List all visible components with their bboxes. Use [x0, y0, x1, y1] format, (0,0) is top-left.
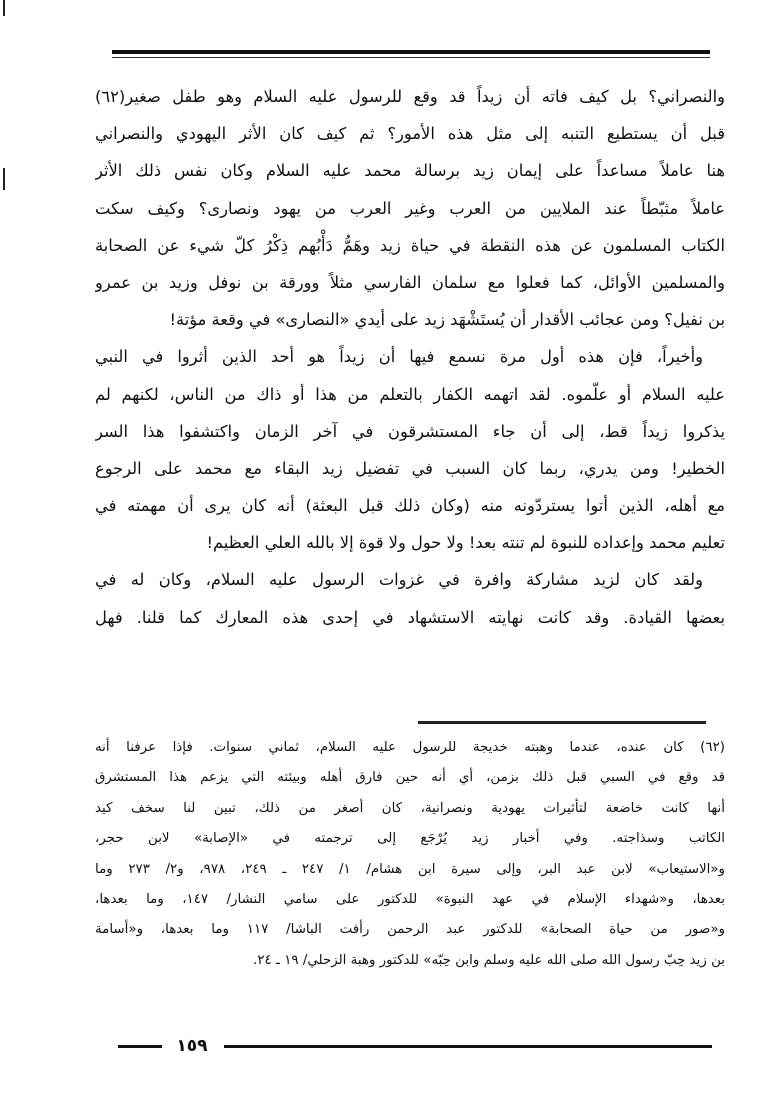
- text-line: عليه السلام أو علّموه. لقد اتهمه الكفار بالتعلم من هذا أو ذاك من الناس، لكنهم لم: [95, 384, 725, 404]
- text-line: الخطير! ومن يدري، ربما كان السبب في تفضيل زيد البقاء مع محمد على الرجوع: [95, 458, 725, 478]
- footer-rule-right: [224, 1045, 712, 1048]
- scan-edge-mark: [3, 168, 5, 190]
- text-line: بن نفيل؟ ومن عجائب الأقدار أن يُستَشْهَد زيد على أيدي «النصارى» في وقعة مؤتة!: [169, 310, 725, 330]
- footnote-separator: [418, 721, 706, 724]
- text-line: قبل أن يستطيع التنبه إلى مثل هذه الأمور؟ ثم كيف كان الأثر اليهودي والنصراني: [95, 124, 725, 144]
- header-rule-thin: [112, 57, 710, 58]
- paragraph-start-line: وأخيراً، فإن هذه أول مرة نسمع فيها أن زيداً هو أحد الذين أثروا في النبي: [95, 347, 703, 367]
- text-line: هنا عاملاً مساعداً على إيمان زيد برسالة محمد عليه السلام وكان نفس ذلك الأثر: [95, 161, 725, 181]
- footnotes: [95, 733, 725, 976]
- footnote-line: بن زيد حِبّ رسول الله صلى الله عليه وسلم وابن حِبّه» للدكتور وهبة الزحلي/ ١٩ ـ ٢٤.: [253, 952, 725, 968]
- main-text: [95, 78, 725, 636]
- header-rule: [112, 50, 710, 54]
- footnote-line: بعدها، و«شهداء الإسلام في عهد النبوة» للدكتور على سامي النشار/ ١٤٧، وما بعدها،: [95, 891, 725, 907]
- footnote-line: أنها كانت خاضعة لتأثيرات يهودية ونصرانية، كان أصغر من ذلك، تبين لنا سخف كيد: [95, 800, 725, 816]
- text-line: والنصراني؟ بل كيف فاته أن زيداً قد وقع للرسول عليه السلام وهو طفل صغير(٦٢): [95, 87, 725, 106]
- footnote-line: و«صور من حياة الصحابة» للدكتور عبد الرحمن رأفت الباشا/ ١١٧ وما بعدها، و«أسامة: [95, 922, 725, 938]
- page-number: ١٥٩: [176, 1036, 208, 1056]
- text-line: تعليم محمد وإعداده للنبوة لم تنته بعد! ولا حول ولا قوة إلا بالله العلي العظيم!: [206, 533, 725, 553]
- footer-rule-left: [118, 1045, 162, 1048]
- text-line: بعضها القيادة. وقد كانت نهايته الاستشهاد في إحدى هذه المعارك كما قلنا. فهل: [95, 607, 725, 627]
- text-line: والمسلمين الأوائل، كما فعلوا مع سلمان الفارسي مثلاً وورقة بن نوفل وزيد بن عمرو: [95, 272, 725, 292]
- paragraph-start-line: ولقد كان لزيد مشاركة وافرة في غزوات الرسول عليه السلام، وكان له في: [95, 570, 703, 590]
- footnote-line: قد وقع في السبي قبل ذلك بزمن، أي أنه حين فارق أهله وبيئته التي يزعم هذا المستشرق: [95, 770, 725, 786]
- text-line: عاملاً مثبّطاً عند الملايين من العرب وغير العرب من يهود ونصارى؟ وكيف سكت: [95, 198, 725, 218]
- footnote-line: و«الاستيعاب» لابن عبد البر، وإلى سيرة ابن هشام/ ١/ ٢٤٧ ـ ٢٤٩، ٩٧٨، و٢/ ٢٧٣ وما: [95, 861, 725, 877]
- footnote-line: (٦٢) كان عنده، عندما وهبته خديجة للرسول عليه السلام، ثماني سنوات. فإذا عرفنا أنه: [95, 740, 725, 755]
- scan-edge-mark: [3, 0, 5, 16]
- footnote-line: الكاتب وسذاجته. وفي أخبار زيد يُرْجَع إلى ترجمته في «الإصابة» لابن حجر،: [95, 831, 725, 847]
- text-line: يذكروا زيداً قط، إلى أن جاء المستشرقون في آخر الزمان واكتشفوا هذا السر: [95, 421, 725, 441]
- text-line: مع أهله، الذين أتوا يستردّونه منه (وكان ذلك قبل البعثة) أنه كان يرى أن مهمته في: [95, 496, 725, 516]
- text-line: الكتاب المسلمون عن هذه النقطة في حياة زيد وهَمُّ دَأْبُهم ذِكْرُ كلّ شيء عن الصحابة: [95, 235, 725, 255]
